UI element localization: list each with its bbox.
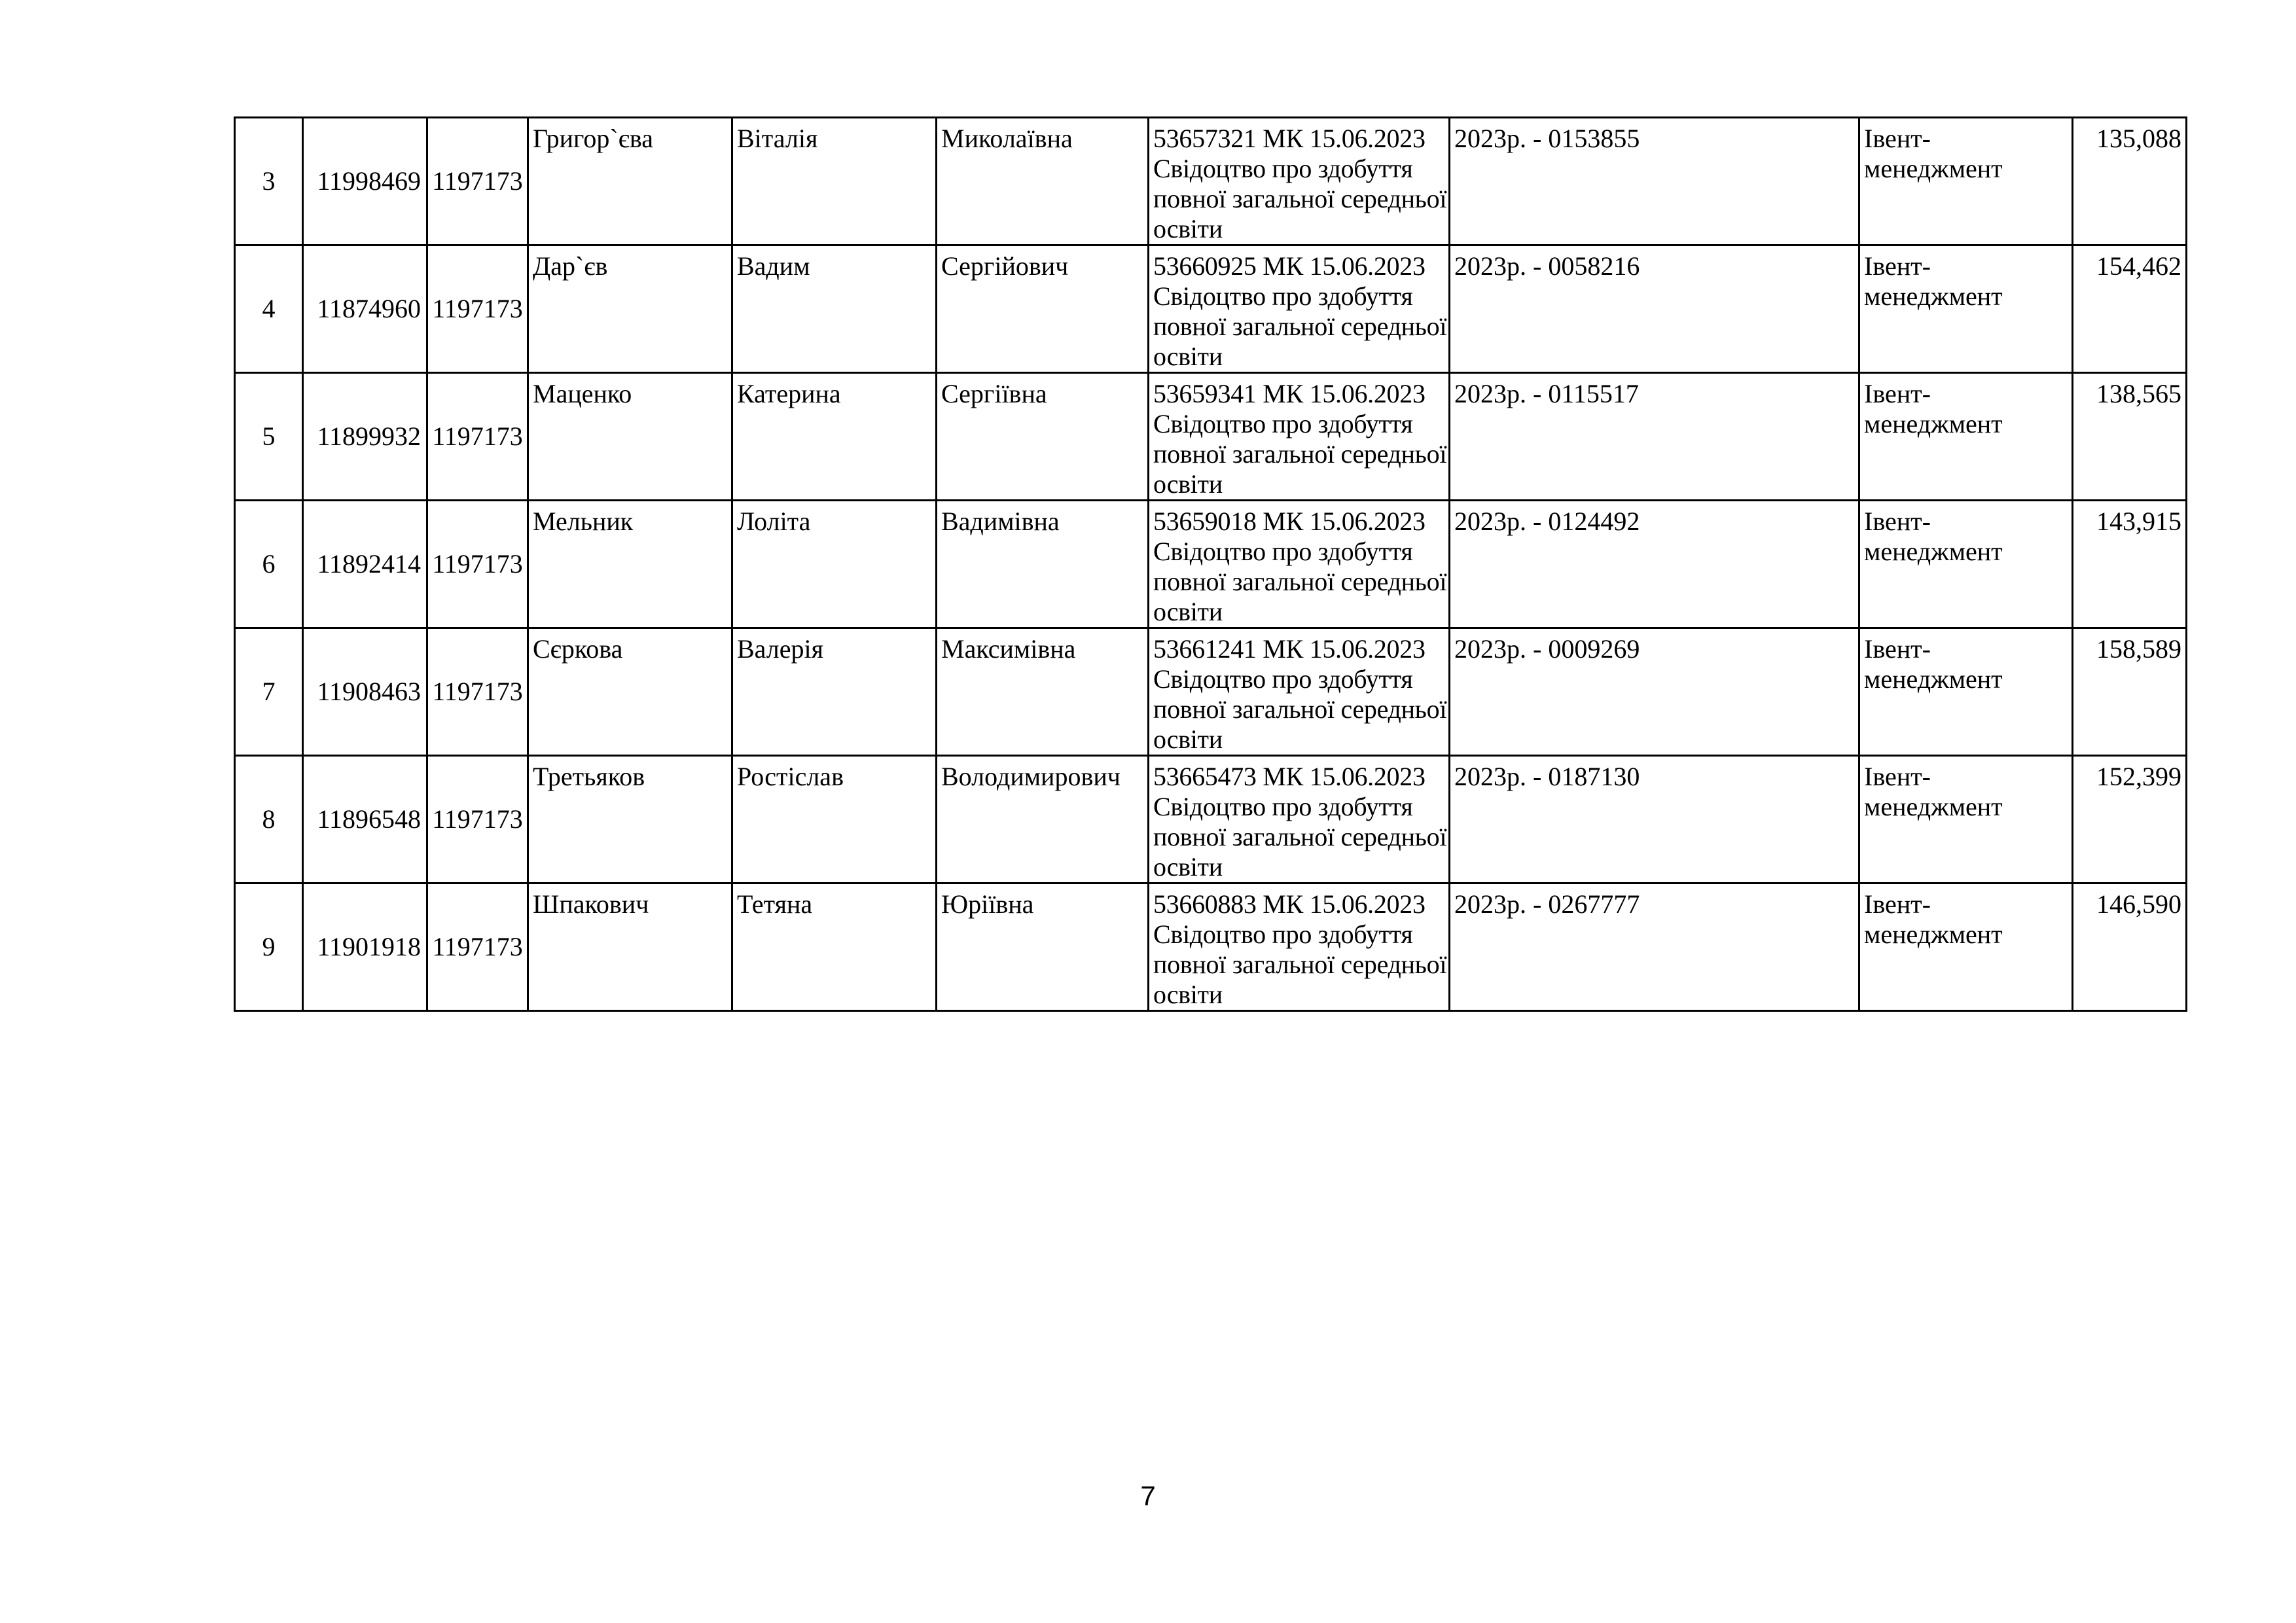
program: Івент-менеджмент: [1859, 245, 2073, 373]
table-row: [235, 118, 2187, 245]
row-number: 5: [235, 373, 303, 501]
table-body: [235, 118, 2187, 1011]
first-name: Віталія: [732, 118, 937, 245]
offer-code: 1197173: [427, 883, 528, 1011]
offer-code: 1197173: [427, 756, 528, 883]
first-name: Тетяна: [732, 883, 937, 1011]
registration-number: 2023р. - 0187130: [1450, 756, 1859, 883]
program: Івент-менеджмент: [1859, 756, 2073, 883]
first-name: Ростіслав: [732, 756, 937, 883]
table-row: [235, 756, 2187, 883]
program: Івент-менеджмент: [1859, 628, 2073, 756]
patronymic: Сергійович: [937, 245, 1149, 373]
table-row: [235, 501, 2187, 628]
program: Івент-менеджмент: [1859, 118, 2073, 245]
patronymic: Юріївна: [937, 883, 1149, 1011]
competition-score: 152,399: [2073, 756, 2187, 883]
registration-number: 2023р. - 0267777: [1450, 883, 1859, 1011]
applicants-table: [234, 116, 2187, 1012]
competition-score: 143,915: [2073, 501, 2187, 628]
registration-number: 2023р. - 0115517: [1450, 373, 1859, 501]
row-number: 6: [235, 501, 303, 628]
offer-code: 1197173: [427, 373, 528, 501]
program: Івент-менеджмент: [1859, 883, 2073, 1011]
row-number: 4: [235, 245, 303, 373]
applicant-code: 11901918: [303, 883, 427, 1011]
first-name: Валерія: [732, 628, 937, 756]
education-document: 53659018 МК 15.06.2023 Свідоцтво про здобуття повної загальної середньої освіти: [1149, 501, 1450, 628]
program: Івент-менеджмент: [1859, 373, 2073, 501]
applicant-code: 11998469: [303, 118, 427, 245]
education-document: 53665473 МК 15.06.2023 Свідоцтво про здобуття повної загальної середньої освіти: [1149, 756, 1450, 883]
page-number: 7: [1140, 1480, 1156, 1511]
first-name: Вадим: [732, 245, 937, 373]
surname: Григор`єва: [528, 118, 732, 245]
table-row: [235, 245, 2187, 373]
offer-code: 1197173: [427, 628, 528, 756]
competition-score: 158,589: [2073, 628, 2187, 756]
applicant-code: 11896548: [303, 756, 427, 883]
registration-number: 2023р. - 0009269: [1450, 628, 1859, 756]
registration-number: 2023р. - 0124492: [1450, 501, 1859, 628]
patronymic: Володимирович: [937, 756, 1149, 883]
education-document: 53660925 МК 15.06.2023 Свідоцтво про здобуття повної загальної середньої освіти: [1149, 245, 1450, 373]
competition-score: 146,590: [2073, 883, 2187, 1011]
registration-number: 2023р. - 0153855: [1450, 118, 1859, 245]
surname: Маценко: [528, 373, 732, 501]
applicant-code: 11892414: [303, 501, 427, 628]
education-document: 53659341 МК 15.06.2023 Свідоцтво про здобуття повної загальної середньої освіти: [1149, 373, 1450, 501]
surname: Третьяков: [528, 756, 732, 883]
first-name: Катерина: [732, 373, 937, 501]
row-number: 9: [235, 883, 303, 1011]
offer-code: 1197173: [427, 118, 528, 245]
patronymic: Сергіївна: [937, 373, 1149, 501]
patronymic: Миколаївна: [937, 118, 1149, 245]
table-row: [235, 373, 2187, 501]
surname: Мельник: [528, 501, 732, 628]
patronymic: Вадимівна: [937, 501, 1149, 628]
offer-code: 1197173: [427, 245, 528, 373]
education-document: 53661241 МК 15.06.2023 Свідоцтво про здобуття повної загальної середньої освіти: [1149, 628, 1450, 756]
competition-score: 154,462: [2073, 245, 2187, 373]
program: Івент-менеджмент: [1859, 501, 2073, 628]
registration-number: 2023р. - 0058216: [1450, 245, 1859, 373]
competition-score: 138,565: [2073, 373, 2187, 501]
table-row: [235, 883, 2187, 1011]
row-number: 7: [235, 628, 303, 756]
row-number: 8: [235, 756, 303, 883]
surname: Сєркова: [528, 628, 732, 756]
row-number: 3: [235, 118, 303, 245]
patronymic: Максимівна: [937, 628, 1149, 756]
competition-score: 135,088: [2073, 118, 2187, 245]
surname: Шпакович: [528, 883, 732, 1011]
applicant-code: 11899932: [303, 373, 427, 501]
applicant-code: 11874960: [303, 245, 427, 373]
applicant-code: 11908463: [303, 628, 427, 756]
offer-code: 1197173: [427, 501, 528, 628]
education-document: 53657321 МК 15.06.2023 Свідоцтво про здобуття повної загальної середньої освіти: [1149, 118, 1450, 245]
table-row: [235, 628, 2187, 756]
surname: Дар`єв: [528, 245, 732, 373]
first-name: Лоліта: [732, 501, 937, 628]
education-document: 53660883 МК 15.06.2023 Свідоцтво про здобуття повної загальної середньої освіти: [1149, 883, 1450, 1011]
